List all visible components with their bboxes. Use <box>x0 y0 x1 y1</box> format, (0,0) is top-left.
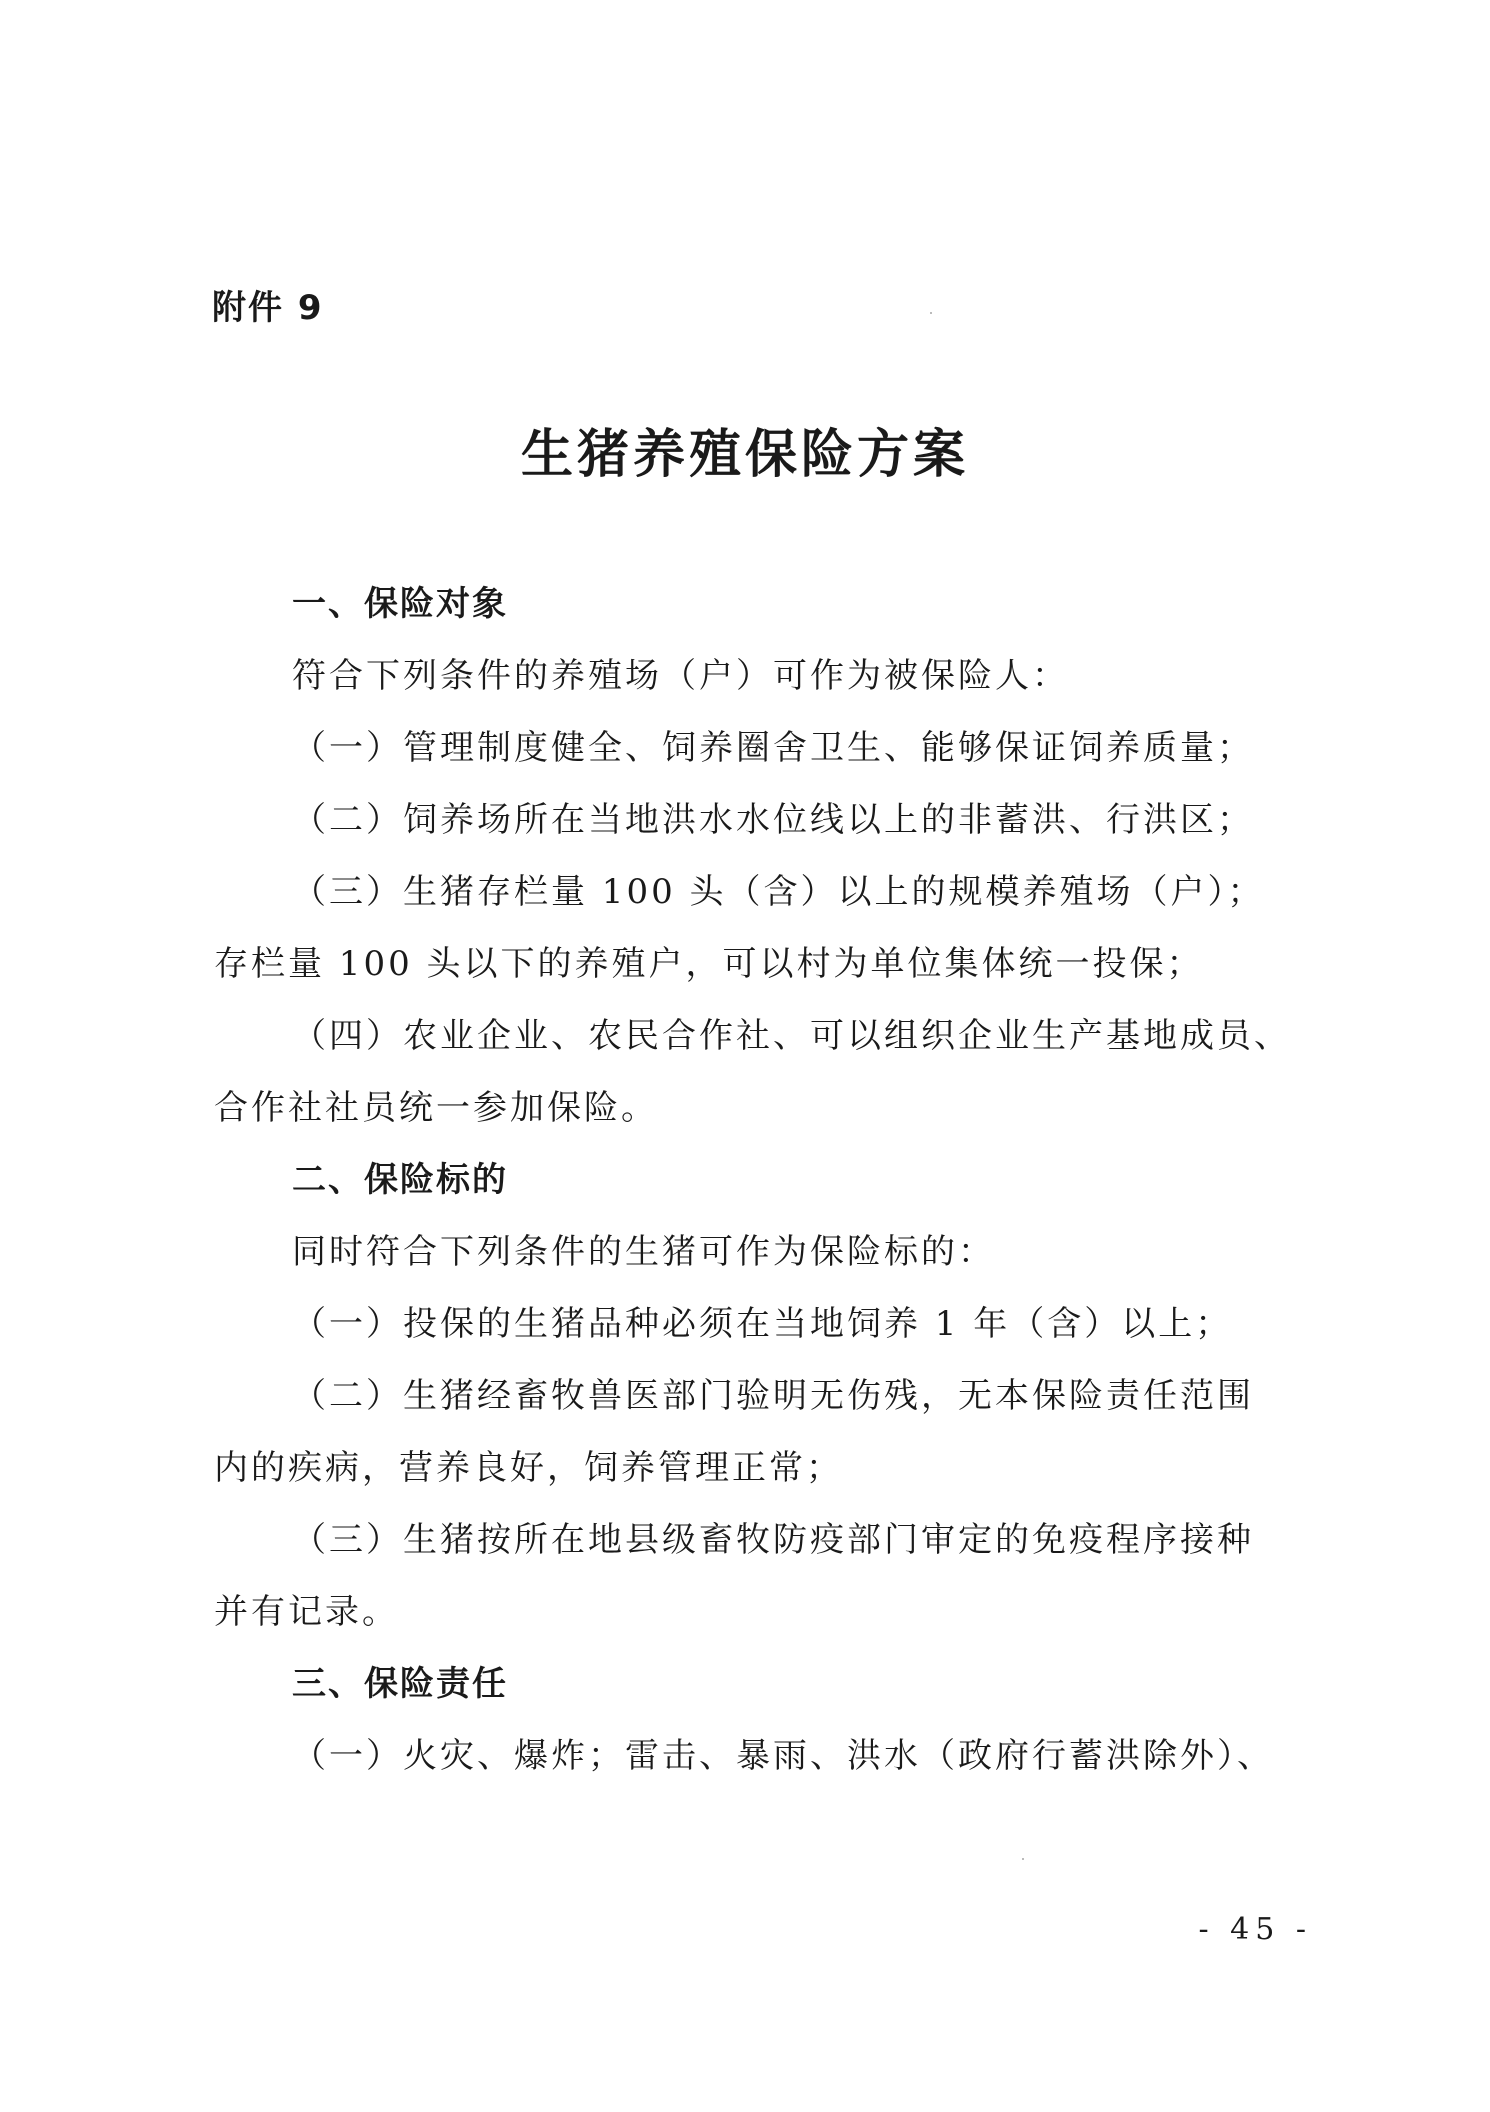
scan-speck <box>930 312 932 314</box>
list-item-continuation: 合作社社员统一参加保险。 <box>214 1088 658 1128</box>
list-item: （三）生猪存栏量 100 头（含）以上的规模养殖场（户）； <box>292 872 1265 912</box>
document-body <box>214 568 1314 1792</box>
document-title: 生猪养殖保险方案 <box>520 424 969 485</box>
list-item: （二）生猪经畜牧兽医部门验明无伤残，无本保险责任范围 <box>292 1376 1254 1416</box>
list-item: （二）饲养场所在当地洪水水位线以上的非蓄洪、行洪区； <box>292 800 1254 840</box>
paragraph: 符合下列条件的养殖场（户）可作为被保险人： <box>292 656 1069 696</box>
section-heading-liability: 三、保险责任 <box>292 1664 508 1704</box>
list-item: （一）管理制度健全、饲养圈舍卫生、能够保证饲养质量； <box>292 728 1254 768</box>
list-item-continuation: 存栏量 100 头以下的养殖户，可以村为单位集体统一投保； <box>214 944 1204 984</box>
paragraph: 同时符合下列条件的生猪可作为保险标的： <box>292 1232 995 1272</box>
list-item: （四）农业企业、农民合作社、可以组织企业生产基地成员、 <box>292 1016 1291 1056</box>
list-item-continuation: 内的疾病，营养良好，饲养管理正常； <box>214 1448 843 1488</box>
section-heading-subject: 二、保险标的 <box>292 1160 508 1200</box>
section-heading-insured: 一、保险对象 <box>292 584 508 624</box>
list-item-continuation: 并有记录。 <box>214 1592 399 1632</box>
list-item: （三）生猪按所在地县级畜牧防疫部门审定的免疫程序接种 <box>292 1520 1254 1560</box>
attachment-label: 附件 9 <box>212 288 324 328</box>
list-item: （一）投保的生猪品种必须在当地饲养 1 年（含）以上； <box>292 1304 1233 1344</box>
scan-speck <box>1022 1858 1024 1860</box>
page-number: - 45 - <box>1198 1912 1312 1947</box>
list-item: （一）火灾、爆炸；雷击、暴雨、洪水（政府行蓄洪除外）、 <box>292 1736 1274 1776</box>
